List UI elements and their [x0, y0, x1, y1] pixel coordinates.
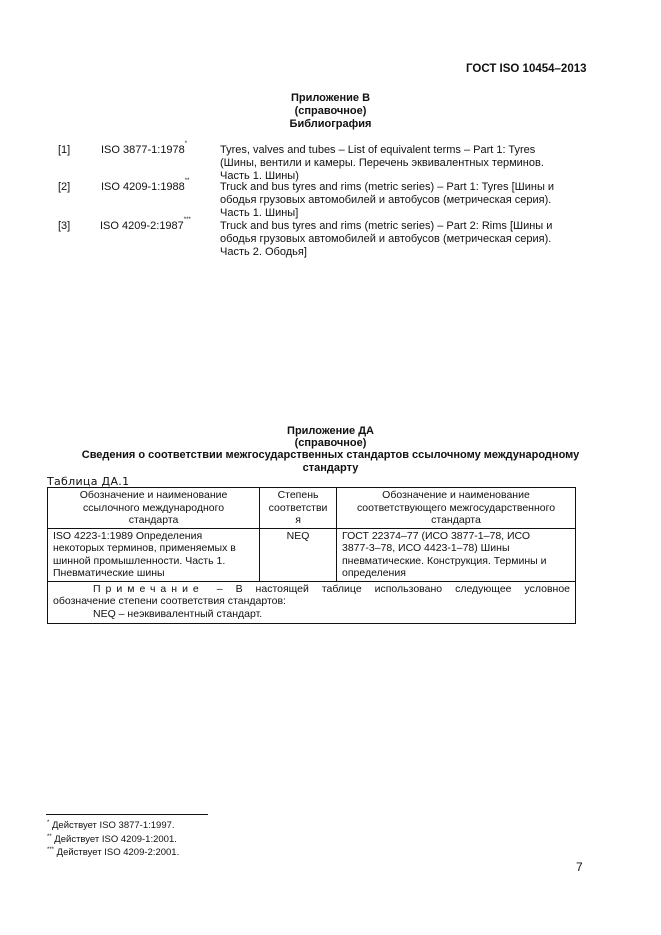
- footnote-mark: *: [184, 141, 188, 147]
- table-header-row: [48, 488, 576, 529]
- bib-entry-2-number: [2]: [58, 181, 71, 193]
- footnote-1: * Действует ISO 3877-1:1997.: [47, 820, 175, 831]
- appendix-da-heading-line1: Сведения о соответствии межгосударственных стандартов ссылочному международному: [81, 449, 580, 461]
- bib-entry-2-code: ISO 4209-1:1988**: [101, 178, 190, 193]
- header-degree: Степень соответстви я: [260, 488, 337, 529]
- bib-entry-1-code: ISO 3877-1:1978*: [101, 141, 188, 156]
- footnote-3: *** Действует ISO 4209-2:2001.: [47, 847, 180, 858]
- note-text-2: обозначение степени соответствия стандартов:: [53, 595, 286, 607]
- note-text-1: – В настоящей таблице использовано следующее условное: [216, 582, 571, 595]
- cell-gost-standard: ГОСТ 22374–77 (ИСО 3877-1–78, ИСО 3877-3–78, ИСО 4423-1–78) Шины пневматические. Конструкция. Термины и определения: [337, 528, 576, 581]
- bib-entry-1-number: [1]: [58, 144, 71, 156]
- table-row: [48, 528, 576, 581]
- appendix-b-title: Приложение В: [290, 92, 371, 104]
- footnote-2: ** Действует ISO 4209-1:2001.: [47, 834, 177, 845]
- cell-ref-standard: ISO 4223-1:1989 Определения некоторых терминов, применяемых в шинной промышленности. Часть 1. Пневматические шины: [48, 528, 260, 581]
- note-label: Примечание: [93, 582, 204, 595]
- bib-entry-3-code: ISO 4209-2:1987***: [100, 217, 191, 232]
- table-note: [48, 581, 576, 624]
- appendix-da-subtitle: (справочное): [294, 437, 367, 449]
- document-header: ГОСТ ISO 10454–2013: [466, 63, 587, 75]
- header-ref-standard: Обозначение и наименование ссылочного международного стандарта: [48, 488, 260, 529]
- table-caption: Таблица ДА.1: [47, 475, 130, 488]
- bib-entry-2-text: Truck and bus tyres and rims (metric series) – Part 1: Tyres [Шины и ободья грузовых автомобилей и автобусов (метрическая серия). Часть 1. Шины]: [220, 181, 555, 219]
- bibliography-heading: Библиография: [289, 118, 372, 130]
- bib-entry-3-number: [3]: [58, 220, 71, 232]
- bib-entry-3-text: Truck and bus tyres and rims (metric series) – Part 2: Rims [Шины и ободья грузовых автомобилей и автобусов (метрическая серия). Часть 2. Ободья]: [220, 220, 553, 258]
- appendix-da-heading-line2: стандарту: [302, 462, 359, 474]
- page-number: 7: [576, 860, 583, 874]
- footnote-separator: [46, 814, 208, 815]
- table-note-row: [48, 581, 576, 624]
- appendix-b-subtitle: (справочное): [294, 105, 367, 117]
- bib-entry-1-text: Tyres, valves and tubes – List of equivalent terms – Part 1: Tyres (Шины, вентили и камеры. Перечень эквивалентных терминов. Часть 1. Шины): [220, 144, 544, 182]
- cell-degree: NEQ: [260, 528, 337, 581]
- appendix-da-title: Приложение ДА: [287, 425, 374, 437]
- note-text-3: NEQ – неэквивалентный стандарт.: [93, 607, 263, 620]
- footnote-mark: **: [184, 178, 190, 184]
- footnote-mark: ***: [183, 217, 191, 223]
- correspondence-table: [47, 487, 576, 624]
- header-gost-standard: Обозначение и наименование соответствующего межгосударственного стандарта: [337, 488, 576, 529]
